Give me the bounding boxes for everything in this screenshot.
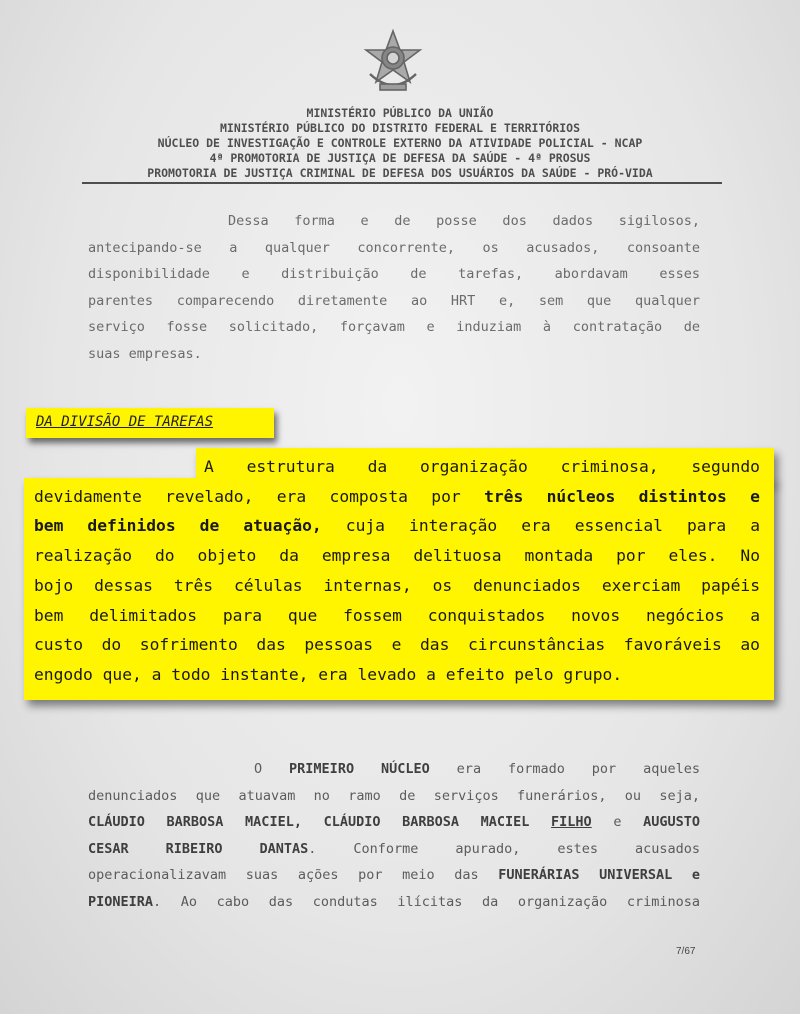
highlighted-line: engodo que, a todo instante, era levado a efeito pelo grupo. xyxy=(34,664,623,684)
bold-text: PIONEIRA xyxy=(88,893,154,910)
paragraph-3-line xyxy=(88,862,700,889)
paragraph-1-line: antecipando-se a qualquer concorrente, os acusados, consoante xyxy=(88,239,700,256)
bold-text: três núcleos distintos e xyxy=(484,486,760,506)
bold-text: bem definidos de atuação, xyxy=(34,516,322,536)
header-line-1: MINISTÉRIO PÚBLICO DA UNIÃO xyxy=(306,106,494,120)
header-line-4: 4ª PROMOTORIA DE JUSTIÇA DE DEFESA DA SAÚDE - 4ª PROSUS xyxy=(209,151,591,165)
header-line-5: PROMOTORIA DE JUSTIÇA CRIMINAL DE DEFESA DOS USUÁRIOS DA SAÚDE - PRÓ-VIDA xyxy=(147,166,653,180)
letterhead xyxy=(60,106,740,181)
highlighted-paragraph xyxy=(34,452,760,690)
paragraph-1-line: parentes comparecendo diretamente ao HRT e, sem que qualquer xyxy=(88,292,700,309)
highlighted-line: bem delimitados para que fossem conquistados novos negócios a xyxy=(34,605,760,625)
text-run: era formado por aqueles xyxy=(429,761,700,777)
text-run: . Ao cabo das condutas ilícitas da organização criminosa xyxy=(153,893,700,910)
section-heading-highlight xyxy=(26,408,274,438)
paragraph-3-line xyxy=(88,836,700,863)
bold-text: FUNERÁRIAS UNIVERSAL e xyxy=(498,867,700,883)
highlighted-line: realização do objeto da empresa delituosa montada por eles. No xyxy=(34,546,760,566)
coat-of-arms-icon xyxy=(360,28,426,94)
highlighted-line xyxy=(34,482,760,512)
paragraph-3-line xyxy=(88,809,700,836)
paragraph-3-line xyxy=(88,756,700,783)
highlighted-line xyxy=(34,511,760,541)
text-run: O xyxy=(254,761,290,777)
paragraph-1-line: disponibilidade e distribuição de tarefas, abordavam esses xyxy=(88,266,700,282)
text-run: cuja interação era essencial para a xyxy=(321,516,760,536)
section-heading: DA DIVISÃO DE TAREFAS xyxy=(36,414,214,430)
paragraph-1 xyxy=(88,208,700,367)
highlighted-line: A estrutura da organização criminosa, segundo xyxy=(204,457,760,476)
header-line-2: MINISTÉRIO PÚBLICO DO DISTRITO FEDERAL E TERRITÓRIOS xyxy=(219,121,581,135)
paragraph-1-line: serviço fosse solicitado, forçavam e induziam à contratação de xyxy=(88,319,700,335)
page-number: 7/67 xyxy=(676,946,696,957)
text-run: operacionalizavam suas ações por meio das xyxy=(88,867,499,883)
header-line-3: NÚCLEO DE INVESTIGAÇÃO E CONTROLE EXTERNO DA ATIVIDADE POLICIAL - NCAP xyxy=(157,136,643,150)
text-run: . Conforme apurado, estes acusados xyxy=(308,840,701,857)
header-divider xyxy=(82,182,722,184)
paragraph-3-line xyxy=(88,889,700,916)
bold-text: CLÁUDIO BARBOSA MACIEL, CLÁUDIO BARBOSA MACIEL xyxy=(88,814,552,830)
paragraph-1-line: suas empresas. xyxy=(88,345,202,362)
text-run: devidamente revelado, era composta por xyxy=(34,486,485,506)
bold-text: PRIMEIRO NÚCLEO xyxy=(289,761,430,777)
bold-underlined-text: FILHO xyxy=(551,814,592,830)
bold-text: AUGUSTO xyxy=(643,814,700,830)
paragraph-1-line: Dessa forma e de posse dos dados sigilosos, xyxy=(228,213,700,229)
text-run: e xyxy=(591,814,644,830)
highlighted-line: bojo dessas três células internas, os denunciados exerciam papéis xyxy=(34,575,760,595)
paragraph-3 xyxy=(88,756,700,915)
highlighted-line: custo do sofrimento das pessoas e das circunstâncias favoráveis ao xyxy=(34,635,760,655)
bold-text: CESAR RIBEIRO DANTAS xyxy=(88,840,309,857)
paragraph-3-line: denunciados que atuavam no ramo de serviços funerários, ou seja, xyxy=(88,787,700,804)
